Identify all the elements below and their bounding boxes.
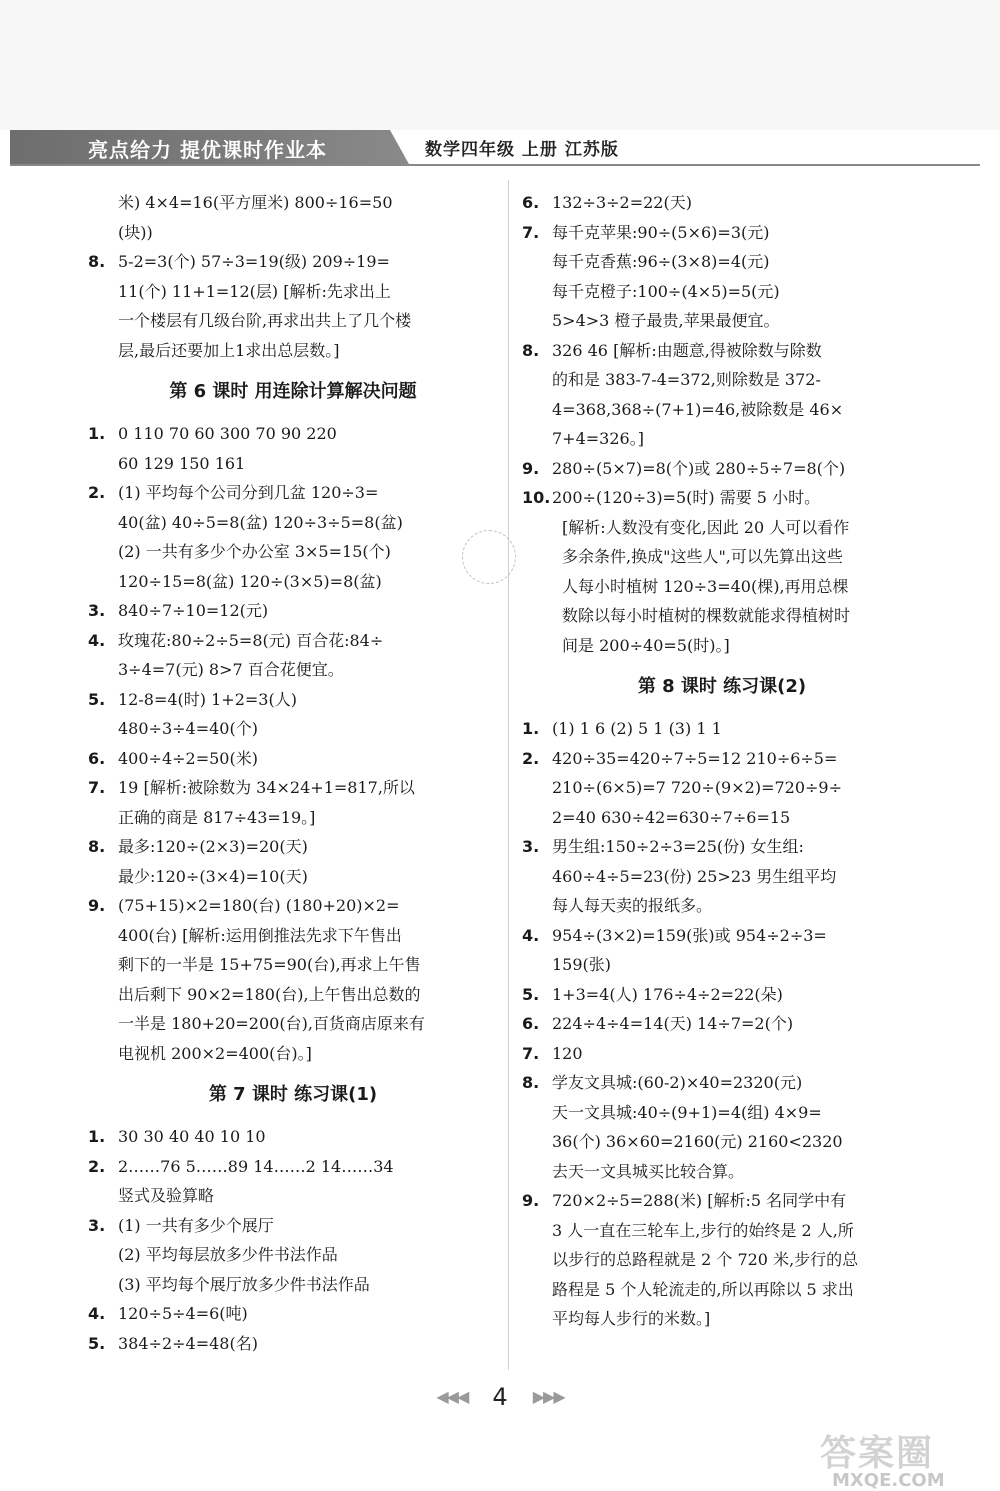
answer-line bbox=[522, 631, 922, 661]
answer-line bbox=[88, 685, 498, 715]
answer-text: 最多:120÷(2×3)=20(天) bbox=[118, 837, 308, 856]
answer-line bbox=[88, 218, 498, 248]
page-number: 4 bbox=[492, 1383, 508, 1411]
column-divider bbox=[508, 180, 509, 1370]
question-number: 6. bbox=[522, 1014, 540, 1033]
answer-line bbox=[88, 596, 498, 626]
answer-line bbox=[522, 1216, 922, 1246]
answer-text: 每人每天卖的报纸多。 bbox=[552, 896, 713, 915]
answer-line bbox=[88, 336, 498, 366]
question-number: 8. bbox=[522, 1073, 540, 1092]
answer-text: 出后剩下 90×2=180(台),上午售出总数的 bbox=[118, 984, 421, 1004]
answer-line bbox=[88, 537, 498, 567]
question-number: 10. bbox=[522, 488, 551, 507]
answer-line bbox=[88, 1270, 498, 1300]
section-title: 第 6 课时 用连除计算解决问题 bbox=[169, 381, 417, 402]
answer-text: (块)) bbox=[118, 222, 153, 242]
left-column bbox=[88, 188, 498, 1358]
answer-text: 36(个) 36×60=2160(元) 2160<2320 bbox=[552, 1132, 843, 1151]
answer-line bbox=[522, 513, 922, 543]
answer-line bbox=[522, 832, 922, 862]
answer-line bbox=[522, 862, 922, 892]
answer-text: 480÷3÷4=40(个) bbox=[118, 719, 258, 738]
answer-text: 平均每人步行的米数。] bbox=[552, 1309, 711, 1328]
question-number: 8. bbox=[88, 252, 106, 271]
answer-line bbox=[88, 1009, 498, 1039]
answer-text: 5>4>3 橙子最贵,苹果最便宜。 bbox=[552, 311, 780, 330]
answer-text: 7+4=326。] bbox=[552, 429, 644, 448]
next-arrows-icon: ▶▶▶ bbox=[532, 1387, 564, 1406]
answer-line bbox=[522, 921, 922, 951]
answer-text: 2=40 630÷42=630÷7÷6=15 bbox=[552, 807, 791, 827]
answer-text: 每千克苹果:90÷(5×6)=3(元) bbox=[552, 222, 770, 242]
answer-line bbox=[522, 773, 922, 803]
question-number: 4. bbox=[88, 630, 106, 650]
page-header bbox=[10, 130, 980, 166]
answer-line bbox=[88, 980, 498, 1010]
answer-text: 路程是 5 个人轮流走的,所以再除以 5 求出 bbox=[552, 1279, 854, 1299]
answer-line bbox=[522, 188, 922, 218]
answer-text: 12-8=4(时) 1+2=3(人) bbox=[118, 689, 297, 709]
answer-text: (1) 平均每个公司分到几盆 120÷3= bbox=[118, 483, 379, 502]
answer-line bbox=[522, 601, 922, 631]
answer-line bbox=[522, 572, 922, 602]
question-number: 1. bbox=[88, 424, 106, 443]
section-title: 第 7 课时 练习课(1) bbox=[208, 1084, 378, 1105]
question-number: 3. bbox=[522, 837, 540, 856]
answer-text: 0 110 70 60 300 70 90 220 bbox=[118, 424, 337, 443]
answer-text: 280÷(5×7)=8(个)或 280÷5÷7=8(个) bbox=[552, 458, 846, 478]
answer-text: 200÷(120÷3)=5(时) 需要 5 小时。 bbox=[552, 488, 821, 507]
answer-text: (2) 一共有多少个办公室 3×5=15(个) bbox=[118, 542, 391, 561]
answer-text: 竖式及验算略 bbox=[118, 1186, 215, 1205]
question-number: 7. bbox=[522, 1043, 540, 1063]
answer-line bbox=[88, 1211, 498, 1241]
question-number: 5. bbox=[88, 689, 106, 709]
answer-line bbox=[88, 1122, 498, 1152]
question-number: 8. bbox=[522, 340, 540, 360]
answer-line bbox=[522, 542, 922, 572]
answer-line bbox=[88, 626, 498, 656]
answer-text: (1) 1 6 (2) 5 1 (3) 1 1 bbox=[552, 719, 722, 738]
book-title: 亮点给力 提优课时作业本 bbox=[88, 138, 327, 162]
answer-line bbox=[522, 1245, 922, 1275]
answer-text: 954÷(3×2)=159(张)或 954÷2÷3= bbox=[552, 925, 827, 945]
section-title: 第 8 课时 练习课(2) bbox=[637, 676, 807, 697]
answer-line bbox=[522, 1098, 922, 1128]
answer-line bbox=[88, 744, 498, 774]
answer-text: (75+15)×2=180(台) (180+20)×2= bbox=[118, 896, 400, 915]
question-number: 9. bbox=[522, 1191, 540, 1210]
answer-text: 男生组:150÷2÷3=25(份) 女生组: bbox=[552, 837, 804, 856]
answer-text: 120÷15=8(盆) 120÷(3×5)=8(盆) bbox=[118, 571, 382, 591]
answer-line bbox=[522, 1186, 922, 1216]
right-column bbox=[522, 188, 922, 1334]
answer-line bbox=[88, 803, 498, 833]
answer-line bbox=[522, 306, 922, 336]
question-number: 2. bbox=[88, 1156, 106, 1176]
answer-text: 720×2÷5=288(米) [解析:5 名同学中有 bbox=[552, 1191, 847, 1210]
answer-line bbox=[88, 567, 498, 597]
answer-text: 的和是 383-7-4=372,则除数是 372- bbox=[552, 370, 821, 389]
prev-arrows-icon: ◀◀◀ bbox=[436, 1387, 468, 1406]
answer-line bbox=[88, 773, 498, 803]
answer-line bbox=[88, 950, 498, 980]
answer-line bbox=[522, 424, 922, 454]
answer-text: 米) 4×4=16(平方厘米) 800÷16=50 bbox=[118, 193, 393, 212]
question-number: 4. bbox=[88, 1304, 106, 1323]
answer-text: 电视机 200×2=400(台)。] bbox=[118, 1043, 312, 1063]
watermark bbox=[820, 1425, 995, 1491]
question-number: 9. bbox=[88, 896, 106, 915]
answer-line bbox=[522, 277, 922, 307]
answer-line bbox=[88, 891, 498, 921]
answer-line bbox=[88, 655, 498, 685]
answer-text: 剩下的一半是 15+75=90(台),再求上午售 bbox=[118, 955, 421, 974]
question-number: 3. bbox=[88, 1215, 106, 1235]
question-number: 4. bbox=[522, 925, 540, 945]
answer-text: 3 人一直在三轮车上,步行的始终是 2 人,所 bbox=[552, 1220, 854, 1240]
answer-text: 以步行的总路程就是 2 个 720 米,步行的总 bbox=[552, 1250, 859, 1269]
question-number: 9. bbox=[522, 458, 540, 478]
answer-text: 120 bbox=[552, 1043, 583, 1063]
question-number: 6. bbox=[522, 193, 540, 212]
answer-text: 40(盆) 40÷5=8(盆) 120÷3÷5=8(盆) bbox=[118, 512, 403, 532]
answer-text: 一半是 180+20=200(台),百货商店原来有 bbox=[118, 1014, 425, 1033]
answer-line bbox=[88, 478, 498, 508]
question-number: 7. bbox=[522, 222, 540, 242]
question-number: 8. bbox=[88, 837, 106, 856]
answer-text: 间是 200÷40=5(时)。] bbox=[562, 635, 730, 655]
answer-text: 每千克橙子:100÷(4×5)=5(元) bbox=[552, 281, 780, 301]
question-number: 7. bbox=[88, 778, 106, 797]
answer-line bbox=[88, 449, 498, 479]
question-number: 5. bbox=[88, 1333, 106, 1353]
answer-text: 层,最后还要加上1求出总层数。] bbox=[118, 340, 340, 360]
answer-line bbox=[522, 744, 922, 774]
answer-line bbox=[522, 395, 922, 425]
answer-line bbox=[522, 950, 922, 980]
question-number: 1. bbox=[88, 1127, 106, 1146]
answer-text: 11(个) 11+1=12(层) [解析:先求出上 bbox=[118, 281, 391, 301]
answer-text: [解析:人数没有变化,因此 20 人可以看作 bbox=[562, 517, 850, 537]
answer-line bbox=[88, 862, 498, 892]
answer-line bbox=[88, 277, 498, 307]
answer-line bbox=[88, 188, 498, 218]
answer-line bbox=[522, 483, 922, 513]
answer-line bbox=[522, 803, 922, 833]
answer-line bbox=[88, 306, 498, 336]
question-number: 1. bbox=[522, 719, 540, 738]
top-margin bbox=[0, 0, 1000, 130]
answer-line bbox=[88, 832, 498, 862]
answer-line bbox=[522, 1127, 922, 1157]
answer-text: 多余条件,换成"这些人",可以先算出这些 bbox=[562, 547, 843, 566]
answer-text: 224÷4÷4=14(天) 14÷7=2(个) bbox=[552, 1014, 794, 1033]
answer-line bbox=[522, 980, 922, 1010]
answer-text: 玫瑰花:80÷2÷5=8(元) 百合花:84÷ bbox=[118, 630, 384, 650]
answer-text: 132÷3÷2=22(天) bbox=[552, 193, 692, 212]
answer-text: 学友文具城:(60-2)×40=2320(元) bbox=[552, 1073, 803, 1092]
answer-line bbox=[88, 1329, 498, 1359]
answer-text: 一个楼层有几级台阶,再求出共上了几个楼 bbox=[118, 311, 412, 330]
answer-line bbox=[522, 1068, 922, 1098]
question-number: 5. bbox=[522, 984, 540, 1004]
answer-line bbox=[522, 1275, 922, 1305]
answer-line bbox=[88, 508, 498, 538]
answer-text: 每千克香蕉:96÷(3×8)=4(元) bbox=[552, 252, 770, 271]
answer-line bbox=[522, 336, 922, 366]
answer-text: 420÷35=420÷7÷5=12 210÷6÷5= bbox=[552, 748, 838, 768]
answer-text: 210÷(6×5)=7 720÷(9×2)=720÷9÷ bbox=[552, 778, 842, 797]
answer-line bbox=[88, 419, 498, 449]
answer-line bbox=[522, 891, 922, 921]
answer-text: 19 [解析:被除数为 34×24+1=817,所以 bbox=[118, 778, 415, 797]
answer-text: 去天一文具城买比较合算。 bbox=[552, 1161, 745, 1181]
answer-text: 840÷7÷10=12(元) bbox=[118, 601, 269, 620]
answer-line bbox=[88, 1152, 498, 1182]
answer-text: 4=368,368÷(7+1)=46,被除数是 46× bbox=[552, 399, 844, 419]
answer-text: 400÷4÷2=50(米) bbox=[118, 748, 258, 768]
question-number: 3. bbox=[88, 601, 106, 620]
answer-text: 1+3=4(人) 176÷4÷2=22(朵) bbox=[552, 984, 783, 1004]
answer-text: 400(台) [解析:运用倒推法先求下午售出 bbox=[118, 925, 402, 945]
answer-line bbox=[88, 1299, 498, 1329]
answer-text: (1) 一共有多少个展厅 bbox=[118, 1215, 274, 1235]
answer-text: 460÷4÷5=23(份) 25>23 男生组平均 bbox=[552, 866, 837, 886]
answer-text: (3) 平均每个展厅放多少件书法作品 bbox=[118, 1274, 370, 1294]
stamp-icon bbox=[462, 530, 516, 584]
answer-text: 天一文具城:40÷(9+1)=4(组) 4×9= bbox=[552, 1102, 822, 1122]
answer-line bbox=[88, 1039, 498, 1069]
answer-line bbox=[88, 714, 498, 744]
answer-text: 3÷4=7(元) 8>7 百合花便宜。 bbox=[118, 660, 344, 679]
answer-text: 人每小时植树 120÷3=40(棵),再用总棵 bbox=[562, 576, 849, 596]
answer-line bbox=[88, 1240, 498, 1270]
header-rule bbox=[10, 164, 980, 166]
answer-line bbox=[522, 1157, 922, 1187]
question-number: 2. bbox=[88, 483, 106, 502]
watermark-logo: 答案圈 bbox=[820, 1433, 935, 1474]
watermark-url: MXQE.COM bbox=[832, 1470, 945, 1491]
question-number: 6. bbox=[88, 748, 106, 768]
answer-text: 159(张) bbox=[552, 955, 612, 974]
answer-line bbox=[522, 247, 922, 277]
answer-text: 60 129 150 161 bbox=[118, 453, 246, 473]
answer-text: 5-2=3(个) 57÷3=19(级) 209÷19= bbox=[118, 252, 390, 271]
answer-text: 120÷5÷4=6(吨) bbox=[118, 1304, 248, 1323]
answer-line bbox=[88, 921, 498, 951]
page-footer bbox=[0, 1383, 1000, 1423]
answer-text: 数除以每小时植树的棵数就能求得植树时 bbox=[562, 606, 851, 625]
answer-line bbox=[522, 218, 922, 248]
answer-text: 最少:120÷(3×4)=10(天) bbox=[118, 866, 308, 886]
answer-text: 2……76 5……89 14……2 14……34 bbox=[118, 1156, 394, 1176]
answer-text: 30 30 40 40 10 10 bbox=[118, 1127, 266, 1146]
answer-text: 384÷2÷4=48(名) bbox=[118, 1333, 258, 1353]
answer-line bbox=[522, 1039, 922, 1069]
book-subtitle: 数学四年级 上册 江苏版 bbox=[425, 140, 619, 160]
answer-line bbox=[522, 365, 922, 395]
answer-text: 正确的商是 817÷43=19。] bbox=[118, 807, 316, 827]
answer-line bbox=[522, 454, 922, 484]
answer-line bbox=[88, 247, 498, 277]
answer-text: (2) 平均每层放多少件书法作品 bbox=[118, 1245, 338, 1264]
answer-text: 326 46 [解析:由题意,得被除数与除数 bbox=[552, 340, 822, 360]
answer-line bbox=[88, 1181, 498, 1211]
question-number: 2. bbox=[522, 748, 540, 768]
answer-line bbox=[522, 714, 922, 744]
answer-line bbox=[522, 1304, 922, 1334]
answer-line bbox=[522, 1009, 922, 1039]
